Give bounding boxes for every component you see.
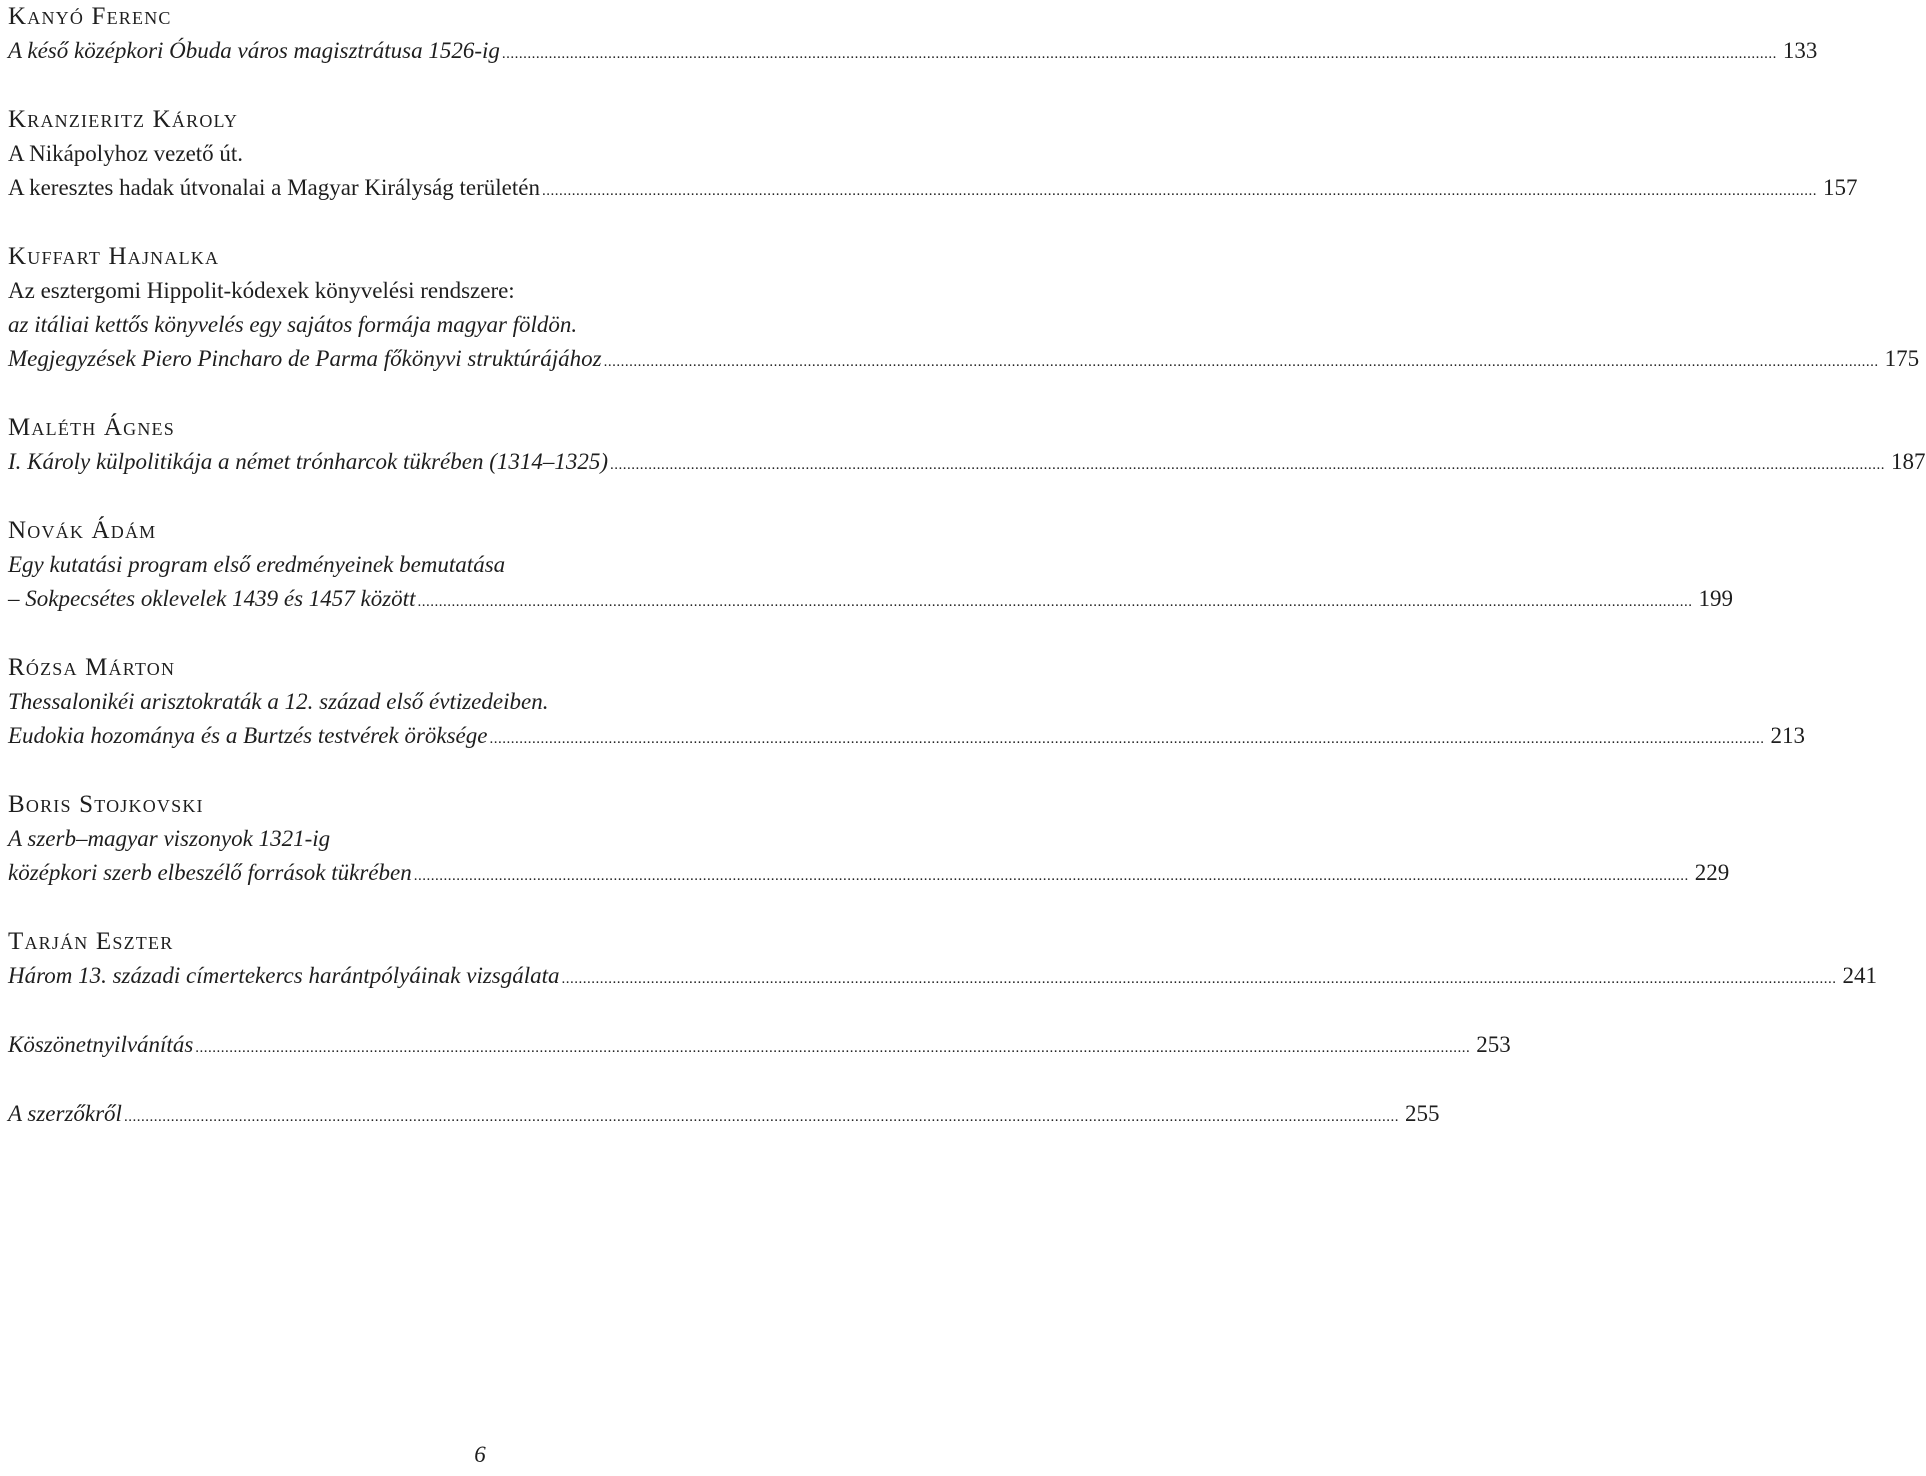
title-text: A szerzőkről (8, 1101, 122, 1126)
author-name: Kuffart Hajnalka (8, 243, 220, 270)
dot-leader: ............................................................................................................................................................................................................................................................................................................ (542, 183, 1817, 199)
title-line: Egy kutatási program első eredményeinek bemutatása (8, 552, 506, 577)
title-line: A Nikápolyhoz vezető út. (8, 141, 244, 166)
dot-leader: ............................................................................................................................................................................................................................................................................................................ (603, 354, 1879, 370)
page-number: 255 (1404, 1101, 1440, 1126)
toc-entry-acknowledgements (8, 1028, 1511, 1065)
toc-entry-rozsa (8, 651, 1805, 756)
toc-entry-kanyo (8, 0, 1818, 71)
dot-leader: ............................................................................................................................................................................................................................................................................................................ (413, 868, 1689, 884)
title-line (8, 959, 1878, 996)
author-name: Tarján Eszter (8, 928, 174, 955)
page-folio-number: 6 (474, 1442, 486, 1467)
title-line (8, 342, 1920, 379)
title-text: középkori szerb elbeszélő források tükrében (8, 860, 412, 885)
title-text: Három 13. századi címertekercs harántpólyáinak vizsgálata (8, 963, 560, 988)
title-text: Megjegyzések Piero Pincharo de Parma főkönyvi struktúrájához (8, 346, 602, 371)
title-line (8, 445, 1926, 482)
table-of-contents (8, 0, 1926, 1134)
page-number: 213 (1770, 723, 1805, 748)
dot-leader: ............................................................................................................................................................................................................................................................................................................ (561, 971, 1837, 987)
page-number: 175 (1884, 346, 1920, 371)
dot-leader: ............................................................................................................................................................................................................................................................................................................ (195, 1040, 1471, 1056)
toc-entry-about-authors (8, 1097, 1440, 1134)
page-number: 133 (1782, 38, 1818, 63)
author-name: Rózsa Márton (8, 654, 176, 681)
toc-entry-tarjan (8, 925, 1878, 996)
title-line (8, 1028, 1511, 1065)
dot-leader: ............................................................................................................................................................................................................................................................................................................ (501, 46, 1777, 62)
title-line (8, 719, 1805, 756)
dot-leader: ............................................................................................................................................................................................................................................................................................................ (417, 594, 1693, 610)
title-line: A szerb–magyar viszonyok 1321-ig (8, 826, 331, 851)
author-name: Kranzieritz Károly (8, 106, 239, 133)
title-line (8, 1097, 1440, 1134)
dot-leader: ............................................................................................................................................................................................................................................................................................................ (489, 731, 1765, 747)
page-number: 199 (1698, 586, 1733, 611)
toc-entry-kranzieritz (8, 103, 1858, 208)
title-line (8, 582, 1733, 619)
dot-leader: ............................................................................................................................................................................................................................................................................................................ (610, 457, 1886, 473)
toc-entry-stojkovski (8, 788, 1730, 893)
author-name: Kanyó Ferenc (8, 3, 172, 30)
title-text: I. Károly külpolitikája a német trónharcok tükrében (1314–1325) (8, 449, 609, 474)
author-name: Maléth Ágnes (8, 414, 175, 441)
author-name: Novák Ádám (8, 517, 157, 544)
title-line (8, 34, 1818, 71)
author-name: Boris Stojkovski (8, 791, 204, 818)
page-number: 229 (1694, 860, 1730, 885)
dot-leader: ............................................................................................................................................................................................................................................................................................................ (123, 1109, 1399, 1125)
page-number: 241 (1842, 963, 1878, 988)
toc-entry-kuffart (8, 240, 1920, 379)
title-line: Thessalonikéi arisztokraták a 12. század első évtizedeiben. (8, 689, 549, 714)
title-text: – Sokpecsétes oklevelek 1439 és 1457 között (8, 586, 416, 611)
title-text: Eudokia hozománya és a Burtzés testvérek öröksége (8, 723, 488, 748)
title-line (8, 856, 1730, 893)
page-number: 253 (1476, 1032, 1511, 1057)
page-number: 187 (1891, 449, 1926, 474)
toc-entry-maleth (8, 411, 1926, 482)
title-line: Az esztergomi Hippolit-kódexek könyvelési rendszere: (8, 278, 515, 303)
title-text: A késő középkori Óbuda város magisztrátusa 1526-ig (8, 38, 500, 63)
title-line: az itáliai kettős könyvelés egy sajátos formája magyar földön. (8, 312, 578, 337)
page-number: 157 (1823, 175, 1858, 200)
title-text: Köszönetnyilvánítás (8, 1032, 194, 1057)
toc-entry-novak (8, 514, 1733, 619)
title-text: A keresztes hadak útvonalai a Magyar Királyság területén (8, 175, 540, 200)
title-line (8, 171, 1858, 208)
